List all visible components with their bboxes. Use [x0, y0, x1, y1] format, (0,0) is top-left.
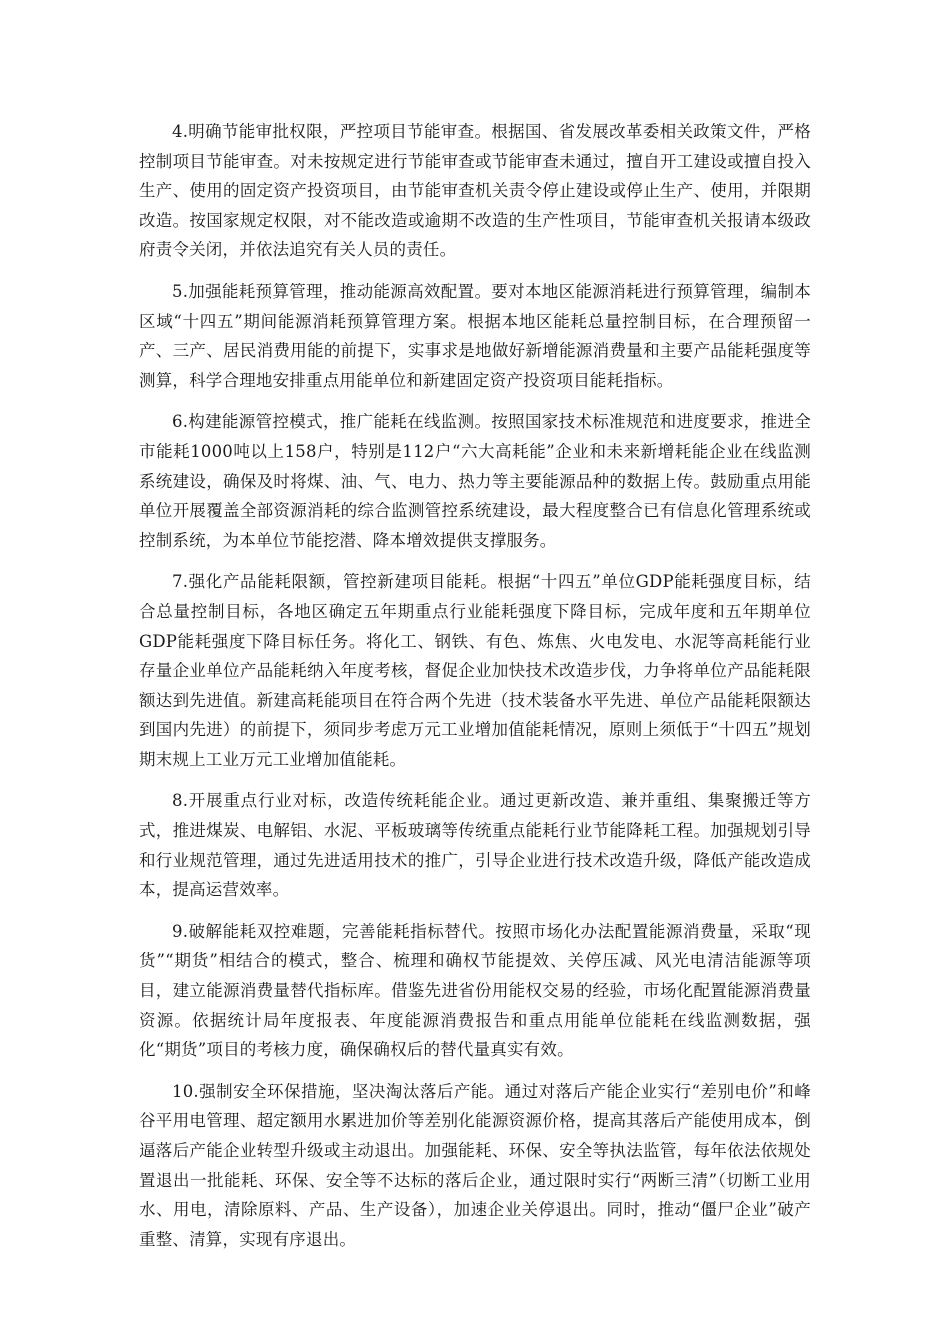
paragraph-item-5: 5.加强能耗预算管理，推动能源高效配置。要对本地区能源消耗进行预算管理，编制本区域“十四五”期间能源消耗预算管理方案。根据本地区能耗总量控制目标，在合理预留一产、三产、居民消费用能的前提下，实事求是地做好新增能源消费量和主要产品能耗强度等测算，科学合理地安排重点用能单位和新建固定资产投资项目能耗指标。	[139, 281, 811, 390]
paragraph-item-9: 9.破解能耗双控难题，完善能耗指标替代。按照市场化办法配置能源消费量，采取“现货”“期货”相结合的模式，整合、梳理和确权节能提效、关停压减、风光电清洁能源等项目，建立能源消费量替代指标库。借鉴先进省份用能权交易的经验，市场化配置能源消费量资源。依据统计局年度报表、年度能源消费报告和重点用能单位能耗在线监测数据，强化“期货”项目的考核力度，确保确权后的替代量真实有效。	[139, 921, 811, 1060]
paragraph-item-4: 4.明确节能审批权限，严控项目节能审查。根据国、省发展改革委相关政策文件，严格控制项目节能审查。对未按规定进行节能审查或节能审查未通过，擅自开工建设或擅自投入生产、使用的固定资产投资项目，由节能审查机关责令停止建设或停止生产、使用，并限期改造。按国家规定权限，对不能改造或逾期不改造的生产性项目，节能审查机关报请本级政府责令关闭，并依法追究有关人员的责任。	[139, 122, 811, 260]
paragraph-item-7: 7.强化产品能耗限额，管控新建项目能耗。根据“十四五”单位GDP能耗强度目标，结合总量控制目标，各地区确定五年期重点行业能耗强度下降目标，完成年度和五年期单位GDP能耗强度下降目标任务。将化工、钢铁、有色、炼焦、火电发电、水泥等高耗能行业存量企业单位产品能耗纳入年度考核，督促企业加快技术改造步伐，力争将单位产品能耗限额达到先进值。新建高耗能项目在符合两个先进（技术装备水平先进、单位产品能耗限额达到国内先进）的前提下，须同步考虑万元工业增加值能耗情况，原则上须低于“十四五”规划期末规上工业万元工业增加值能耗。	[139, 572, 811, 769]
paragraph-item-8: 8.开展重点行业对标，改造传统耗能企业。通过更新改造、兼并重组、集聚搬迁等方式，推进煤炭、电解铝、水泥、平板玻璃等传统重点能耗行业节能降耗工程。加强规划引导和行业规范管理，通过先进适用技术的推广，引导企业进行技术改造升级，降低产能改造成本，提高运营效率。	[139, 791, 811, 900]
document-page	[139, 117, 811, 1266]
paragraph-item-6: 6.构建能源管控模式，推广能耗在线监测。按照国家技术标准规范和进度要求，推进全市能耗1000吨以上158户，特别是112户“六大高耗能”企业和未来新增耗能企业在线监测系统建设，确保及时将煤、油、气、电力、热力等主要能源品种的数据上传。鼓励重点用能单位开展覆盖全部资源消耗的综合监测管控系统建设，最大程度整合已有信息化管理系统或控制系统，为本单位节能挖潜、降本增效提供支撑服务。	[139, 412, 811, 550]
paragraph-item-10: 10.强制安全环保措施，坚决淘汰落后产能。通过对落后产能企业实行“差别电价”和峰谷平用电管理、超定额用水累进加价等差别化能源资源价格，提高其落后产能使用成本，倒逼落后产能企业转型升级或主动退出。加强能耗、环保、安全等执法监管，每年依法依规处置退出一批能耗、环保、安全等不达标的落后企业，通过限时实行“两断三清”（切断工业用水、用电，清除原料、产品、生产设备），加速企业关停退出。同时，推动“僵尸企业”破产重整、清算，实现有序退出。	[139, 1081, 811, 1249]
